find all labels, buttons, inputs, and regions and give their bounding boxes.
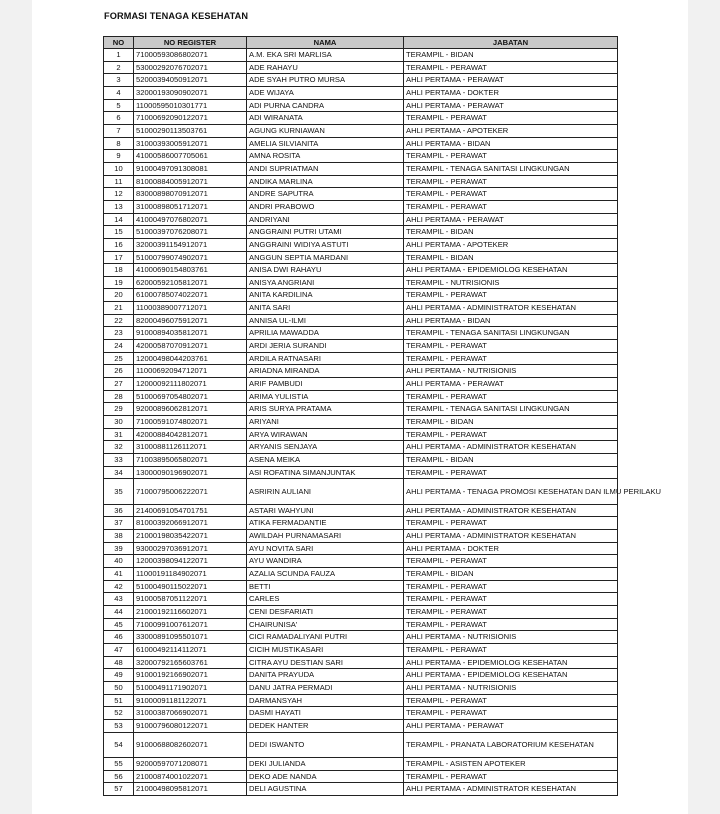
row-register: 53000292076702071 [134, 61, 247, 74]
row-jabatan: TERAMPIL - PERAWAT [404, 555, 618, 568]
row-no: 25 [104, 352, 134, 365]
row-register: 71000795006222071 [134, 479, 247, 505]
table-row [104, 264, 618, 277]
row-register: 21000192116602071 [134, 606, 247, 619]
row-jabatan: TERAMPIL - BIDAN [404, 416, 618, 429]
row-nama: ANDIKA MARLINA [247, 175, 404, 188]
row-register: 11000389007712071 [134, 302, 247, 315]
document-title: FORMASI TENAGA KESEHATAN [104, 11, 249, 21]
row-no: 30 [104, 416, 134, 429]
row-register: 61000785074022071 [134, 289, 247, 302]
table-row [104, 707, 618, 720]
row-jabatan: TERAMPIL - TENAGA SANITASI LINGKUNGAN [404, 403, 618, 416]
row-nama: AWILDAH PURNAMASARI [247, 530, 404, 543]
row-register: 91000091181122071 [134, 694, 247, 707]
row-nama: AYU WANDIRA [247, 555, 404, 568]
row-nama: ANDI SUPRIATMAN [247, 162, 404, 175]
row-nama: AMNA ROSITA [247, 150, 404, 163]
row-nama: ARDILA RATNASARI [247, 352, 404, 365]
row-register: 62000592105812071 [134, 276, 247, 289]
row-nama: DANU JATRA PERMADI [247, 682, 404, 695]
row-register: 91000497091308081 [134, 162, 247, 175]
row-nama: ARIS SURYA PRATAMA [247, 403, 404, 416]
table-row [104, 682, 618, 695]
row-no: 45 [104, 618, 134, 631]
row-no: 39 [104, 542, 134, 555]
row-register: 81000884005912071 [134, 175, 247, 188]
table-row [104, 644, 618, 657]
row-register: 41000586007705061 [134, 150, 247, 163]
table-row [104, 314, 618, 327]
table-row [104, 124, 618, 137]
table-row [104, 289, 618, 302]
row-no: 44 [104, 606, 134, 619]
table-row [104, 378, 618, 391]
row-no: 53 [104, 719, 134, 732]
row-nama: ARYA WIRAWAN [247, 428, 404, 441]
row-jabatan: AHLI PERTAMA - ADMINISTRATOR KESEHATAN [404, 441, 618, 454]
row-register: 21000198035422071 [134, 530, 247, 543]
row-register: 92000896062812071 [134, 403, 247, 416]
row-no: 3 [104, 74, 134, 87]
row-nama: ANNISA UL-ILMI [247, 314, 404, 327]
row-nama: ANDRE SAPUTRA [247, 188, 404, 201]
table-row [104, 656, 618, 669]
row-no: 10 [104, 162, 134, 175]
row-no: 20 [104, 289, 134, 302]
row-no: 18 [104, 264, 134, 277]
row-no: 52 [104, 707, 134, 720]
row-nama: ADE RAHAYU [247, 61, 404, 74]
row-jabatan: TERAMPIL - PERAWAT [404, 707, 618, 720]
row-register: 41000497076802071 [134, 213, 247, 226]
document-page [32, 0, 688, 814]
row-no: 35 [104, 479, 134, 505]
row-no: 22 [104, 314, 134, 327]
row-no: 42 [104, 580, 134, 593]
row-no: 4 [104, 86, 134, 99]
row-jabatan: AHLI PERTAMA - NUTRISIONIS [404, 631, 618, 644]
row-jabatan: AHLI PERTAMA - ADMINISTRATOR KESEHATAN [404, 302, 618, 315]
table-row [104, 352, 618, 365]
row-nama: CICIH MUSTIKASARI [247, 644, 404, 657]
table-row [104, 466, 618, 479]
header-nama: NAMA [247, 37, 404, 49]
row-jabatan: AHLI PERTAMA - NUTRISIONIS [404, 682, 618, 695]
row-no: 27 [104, 378, 134, 391]
row-no: 38 [104, 530, 134, 543]
row-no: 2 [104, 61, 134, 74]
row-jabatan: TERAMPIL - PERAWAT [404, 150, 618, 163]
table-row [104, 213, 618, 226]
row-jabatan: AHLI PERTAMA - BIDAN [404, 314, 618, 327]
row-jabatan: TERAMPIL - BIDAN [404, 251, 618, 264]
row-register: 12000498044203761 [134, 352, 247, 365]
row-jabatan: AHLI PERTAMA - BIDAN [404, 137, 618, 150]
table-row [104, 49, 618, 62]
table-row [104, 606, 618, 619]
table-row [104, 669, 618, 682]
row-register: 21000498095812071 [134, 783, 247, 796]
table-row [104, 568, 618, 581]
row-jabatan: TERAMPIL - PERAWAT [404, 112, 618, 125]
row-nama: ARDI JERIA SURANDI [247, 340, 404, 353]
row-nama: ANISA DWI RAHAYU [247, 264, 404, 277]
row-no: 16 [104, 238, 134, 251]
row-nama: ADE SYAH PUTRO MURSA [247, 74, 404, 87]
table-row [104, 631, 618, 644]
row-jabatan: TERAMPIL - PERAWAT [404, 593, 618, 606]
row-nama: ASRIRIN AULIANI [247, 479, 404, 505]
row-jabatan: TERAMPIL - BIDAN [404, 454, 618, 467]
row-jabatan: TERAMPIL - PRANATA LABORATORIUM KESEHATAN [404, 732, 618, 758]
row-no: 54 [104, 732, 134, 758]
row-jabatan: AHLI PERTAMA - NUTRISIONIS [404, 365, 618, 378]
row-register: 31000881126112071 [134, 441, 247, 454]
row-nama: DEKO ADE NANDA [247, 770, 404, 783]
table-row [104, 327, 618, 340]
table-row [104, 504, 618, 517]
row-register: 41000690154803761 [134, 264, 247, 277]
row-register: 12000398094122071 [134, 555, 247, 568]
row-register: 31000393005912071 [134, 137, 247, 150]
row-nama: A.M. EKA SRI MARLISA [247, 49, 404, 62]
row-no: 11 [104, 175, 134, 188]
row-nama: ADI WIRANATA [247, 112, 404, 125]
row-jabatan: TERAMPIL - PERAWAT [404, 770, 618, 783]
row-no: 47 [104, 644, 134, 657]
header-no: NO [104, 37, 134, 49]
table-row [104, 390, 618, 403]
table-row [104, 441, 618, 454]
table-row [104, 112, 618, 125]
table-row [104, 428, 618, 441]
table-row [104, 530, 618, 543]
row-no: 41 [104, 568, 134, 581]
row-jabatan: TERAMPIL - PERAWAT [404, 390, 618, 403]
row-register: 91000587051122071 [134, 593, 247, 606]
row-register: 12000092111802071 [134, 378, 247, 391]
row-nama: AMELIA SILVIANITA [247, 137, 404, 150]
table-row [104, 479, 618, 505]
row-jabatan: TERAMPIL - TENAGA SANITASI LINGKUNGAN [404, 327, 618, 340]
row-nama: CITRA AYU DESTIAN SARI [247, 656, 404, 669]
table-row [104, 61, 618, 74]
row-jabatan: AHLI PERTAMA - TENAGA PROMOSI KESEHATAN DAN ILMU PERILAKU [404, 479, 618, 505]
row-jabatan: TERAMPIL - PERAWAT [404, 618, 618, 631]
row-no: 57 [104, 783, 134, 796]
row-jabatan: TERAMPIL - BIDAN [404, 226, 618, 239]
row-jabatan: AHLI PERTAMA - DOKTER [404, 542, 618, 555]
row-jabatan: AHLI PERTAMA - PERAWAT [404, 74, 618, 87]
row-jabatan: TERAMPIL - BIDAN [404, 49, 618, 62]
row-register: 71003895065802071 [134, 454, 247, 467]
row-jabatan: TERAMPIL - PERAWAT [404, 580, 618, 593]
row-no: 12 [104, 188, 134, 201]
row-no: 46 [104, 631, 134, 644]
row-jabatan: AHLI PERTAMA - DOKTER [404, 86, 618, 99]
row-nama: CENI DESFARIATI [247, 606, 404, 619]
row-jabatan: AHLI PERTAMA - PERAWAT [404, 378, 618, 391]
row-jabatan: TERAMPIL - NUTRISIONIS [404, 276, 618, 289]
table-row [104, 188, 618, 201]
row-jabatan: TERAMPIL - PERAWAT [404, 352, 618, 365]
row-no: 34 [104, 466, 134, 479]
row-no: 26 [104, 365, 134, 378]
row-jabatan: AHLI PERTAMA - ADMINISTRATOR KESEHATAN [404, 783, 618, 796]
row-no: 1 [104, 49, 134, 62]
row-no: 55 [104, 758, 134, 771]
row-nama: ARYANIS SENJAYA [247, 441, 404, 454]
row-no: 56 [104, 770, 134, 783]
row-no: 29 [104, 403, 134, 416]
row-jabatan: TERAMPIL - PERAWAT [404, 466, 618, 479]
row-jabatan: AHLI PERTAMA - PERAWAT [404, 99, 618, 112]
row-nama: ANISYA ANGRIANI [247, 276, 404, 289]
row-register: 91000894035812071 [134, 327, 247, 340]
row-nama: AZALIA SCUNDA FAUZA [247, 568, 404, 581]
row-register: 51000491171902071 [134, 682, 247, 695]
row-no: 9 [104, 150, 134, 163]
row-register: 31000387066902071 [134, 707, 247, 720]
row-nama: ATIKA FERMADANTIE [247, 517, 404, 530]
row-nama: APRILIA MAWADDA [247, 327, 404, 340]
table-row [104, 150, 618, 163]
row-jabatan: TERAMPIL - PERAWAT [404, 694, 618, 707]
row-register: 71000991007612071 [134, 618, 247, 631]
table-row [104, 593, 618, 606]
row-register: 52000394050912071 [134, 74, 247, 87]
row-nama: CHAIRUNISA' [247, 618, 404, 631]
row-jabatan: TERAMPIL - PERAWAT [404, 606, 618, 619]
table-row [104, 580, 618, 593]
table-row [104, 365, 618, 378]
row-nama: DEDI ISWANTO [247, 732, 404, 758]
row-jabatan: TERAMPIL - PERAWAT [404, 61, 618, 74]
table-row [104, 238, 618, 251]
row-no: 31 [104, 428, 134, 441]
row-register: 21400691054701751 [134, 504, 247, 517]
row-register: 71000593086802071 [134, 49, 247, 62]
row-nama: DEKI JULIANDA [247, 758, 404, 771]
row-nama: ANITA KARDILINA [247, 289, 404, 302]
table-row [104, 555, 618, 568]
row-jabatan: TERAMPIL - PERAWAT [404, 175, 618, 188]
row-jabatan: TERAMPIL - TENAGA SANITASI LINGKUNGAN [404, 162, 618, 175]
row-nama: ASTARI WAHYUNI [247, 504, 404, 517]
row-register: 11000595010301771 [134, 99, 247, 112]
row-nama: DEDEK HANTER [247, 719, 404, 732]
row-register: 93000297036912071 [134, 542, 247, 555]
row-no: 50 [104, 682, 134, 695]
row-jabatan: AHLI PERTAMA - ADMINISTRATOR KESEHATAN [404, 530, 618, 543]
row-no: 6 [104, 112, 134, 125]
row-jabatan: TERAMPIL - ASISTEN APOTEKER [404, 758, 618, 771]
table-row [104, 416, 618, 429]
table-row [104, 226, 618, 239]
row-register: 91000796080122071 [134, 719, 247, 732]
table-row [104, 542, 618, 555]
row-nama: ADE WIJAYA [247, 86, 404, 99]
row-no: 49 [104, 669, 134, 682]
table-row [104, 74, 618, 87]
row-jabatan: AHLI PERTAMA - APOTEKER [404, 238, 618, 251]
row-nama: DARMANSYAH [247, 694, 404, 707]
table-row [104, 719, 618, 732]
row-register: 11000692094712071 [134, 365, 247, 378]
table-row [104, 618, 618, 631]
row-no: 48 [104, 656, 134, 669]
table-header-row [104, 37, 618, 49]
row-nama: ADI PURNA CANDRA [247, 99, 404, 112]
row-no: 43 [104, 593, 134, 606]
row-jabatan: AHLI PERTAMA - ADMINISTRATOR KESEHATAN [404, 504, 618, 517]
row-no: 14 [104, 213, 134, 226]
header-jabatan: JABATAN [404, 37, 618, 49]
row-register: 81000392066912071 [134, 517, 247, 530]
row-nama: ARIADNA MIRANDA [247, 365, 404, 378]
row-no: 33 [104, 454, 134, 467]
row-register: 51000397076208071 [134, 226, 247, 239]
row-no: 51 [104, 694, 134, 707]
row-register: 11000191184902071 [134, 568, 247, 581]
row-register: 13000090196902071 [134, 466, 247, 479]
row-nama: ASI ROFATINA SIMANJUNTAK [247, 466, 404, 479]
table-row [104, 770, 618, 783]
row-register: 51000490115022071 [134, 580, 247, 593]
row-nama: ANGGUN SEPTIA MARDANI [247, 251, 404, 264]
row-nama: CICI RAMADALIYANI PUTRI [247, 631, 404, 644]
table-row [104, 86, 618, 99]
row-jabatan: AHLI PERTAMA - APOTEKER [404, 124, 618, 137]
row-no: 13 [104, 200, 134, 213]
row-jabatan: TERAMPIL - PERAWAT [404, 188, 618, 201]
row-nama: DANITA PRAYUDA [247, 669, 404, 682]
row-no: 7 [104, 124, 134, 137]
row-jabatan: TERAMPIL - PERAWAT [404, 644, 618, 657]
row-register: 32000391154912071 [134, 238, 247, 251]
row-nama: ANDRI PRABOWO [247, 200, 404, 213]
row-jabatan: TERAMPIL - PERAWAT [404, 517, 618, 530]
row-jabatan: TERAMPIL - PERAWAT [404, 340, 618, 353]
row-no: 32 [104, 441, 134, 454]
row-jabatan: TERAMPIL - PERAWAT [404, 289, 618, 302]
row-no: 37 [104, 517, 134, 530]
row-register: 83000898070912071 [134, 188, 247, 201]
row-nama: BETTI [247, 580, 404, 593]
table-row [104, 732, 618, 758]
row-register: 33000891095501071 [134, 631, 247, 644]
row-nama: ANGGRAINI PUTRI UTAMI [247, 226, 404, 239]
table-row [104, 251, 618, 264]
row-register: 91000192166902071 [134, 669, 247, 682]
table-row [104, 200, 618, 213]
row-register: 61000492114112071 [134, 644, 247, 657]
row-no: 15 [104, 226, 134, 239]
row-no: 21 [104, 302, 134, 315]
row-nama: ASENA MEIKA [247, 454, 404, 467]
row-nama: CARLES [247, 593, 404, 606]
row-register: 32000792165603761 [134, 656, 247, 669]
table-row [104, 175, 618, 188]
row-register: 92000597071208071 [134, 758, 247, 771]
row-register: 32000193090902071 [134, 86, 247, 99]
row-nama: ARIMA YULISTIA [247, 390, 404, 403]
row-nama: ARIYANI [247, 416, 404, 429]
row-jabatan: AHLI PERTAMA - EPIDEMIOLOG KESEHATAN [404, 264, 618, 277]
row-jabatan: TERAMPIL - BIDAN [404, 568, 618, 581]
row-jabatan: TERAMPIL - PERAWAT [404, 200, 618, 213]
row-no: 8 [104, 137, 134, 150]
row-nama: DASMI HAYATI [247, 707, 404, 720]
row-no: 23 [104, 327, 134, 340]
table-row [104, 517, 618, 530]
row-no: 24 [104, 340, 134, 353]
row-register: 31000898051712071 [134, 200, 247, 213]
table-row [104, 694, 618, 707]
row-jabatan: AHLI PERTAMA - EPIDEMIOLOG KESEHATAN [404, 669, 618, 682]
row-register: 82000496075912071 [134, 314, 247, 327]
table-row [104, 403, 618, 416]
row-nama: ANDRIYANI [247, 213, 404, 226]
row-nama: ANITA SARI [247, 302, 404, 315]
row-nama: DELI AGUSTINA [247, 783, 404, 796]
row-no: 17 [104, 251, 134, 264]
row-nama: ANGGRAINI WIDIYA ASTUTI [247, 238, 404, 251]
table-row [104, 783, 618, 796]
table-row [104, 340, 618, 353]
row-jabatan: AHLI PERTAMA - PERAWAT [404, 213, 618, 226]
row-register: 21000874001022071 [134, 770, 247, 783]
row-jabatan: TERAMPIL - PERAWAT [404, 428, 618, 441]
row-no: 40 [104, 555, 134, 568]
table-row [104, 99, 618, 112]
row-register: 42000884042812071 [134, 428, 247, 441]
table-row [104, 302, 618, 315]
row-register: 51000697054802071 [134, 390, 247, 403]
table-row [104, 758, 618, 771]
row-no: 28 [104, 390, 134, 403]
row-register: 42000587070912071 [134, 340, 247, 353]
row-register: 71000692090122071 [134, 112, 247, 125]
table-row [104, 454, 618, 467]
row-jabatan: AHLI PERTAMA - PERAWAT [404, 719, 618, 732]
row-nama: AGUNG KURNIAWAN [247, 124, 404, 137]
table-row [104, 137, 618, 150]
row-register: 91000688082602071 [134, 732, 247, 758]
header-register: NO REGISTER [134, 37, 247, 49]
row-no: 5 [104, 99, 134, 112]
row-register: 51000799074902071 [134, 251, 247, 264]
row-register: 71000591074802071 [134, 416, 247, 429]
row-register: 51000290113503761 [134, 124, 247, 137]
row-nama: ARIF PAMBUDI [247, 378, 404, 391]
table-row [104, 276, 618, 289]
row-nama: AYU NOVITA SARI [247, 542, 404, 555]
row-jabatan: AHLI PERTAMA - EPIDEMIOLOG KESEHATAN [404, 656, 618, 669]
table-row [104, 162, 618, 175]
personnel-table [103, 36, 662, 796]
row-no: 36 [104, 504, 134, 517]
row-no: 19 [104, 276, 134, 289]
